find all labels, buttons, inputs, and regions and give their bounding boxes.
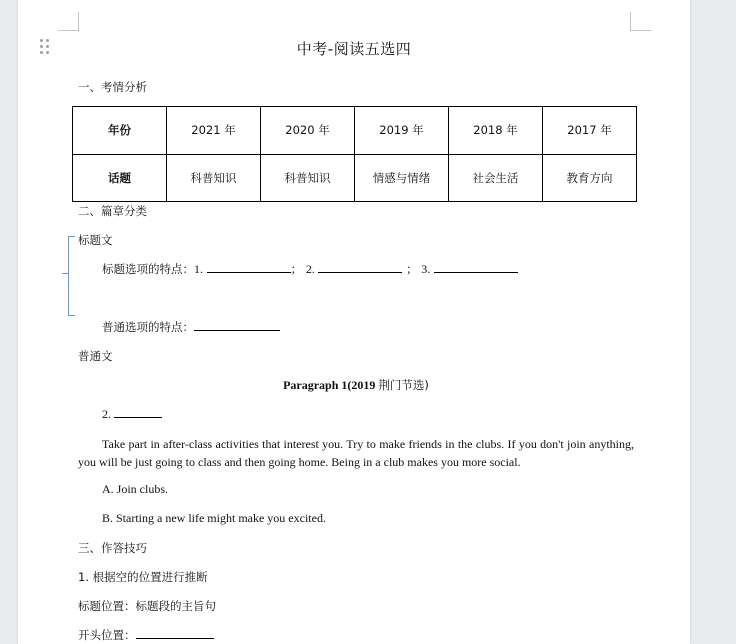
document-title: 中考-阅读五选四 [296,40,412,58]
reading-paragraph: Take part in after-class activities that interest you. Try to make friends in the clubs. If you don't join anything, you will be just going to class and then going home. Being in a club makes you more social. [78,437,634,469]
question-2 [102,406,162,422]
separator: ； [406,262,418,276]
exam-analysis-table [72,106,637,202]
tip-title-position: 标题位置：标题段的主旨句 [78,599,216,613]
paragraph-title [78,377,634,393]
page-corner-mark-top-left [58,12,79,31]
blank-number: 3. [421,262,431,276]
table-row-topics [73,154,637,202]
separator: ； [290,262,303,276]
normal-text-label: 普通文 [78,349,113,363]
table-cell: 2017 年 [543,107,637,155]
answer-blank[interactable] [207,261,291,273]
table-cell: 科普知识 [167,154,261,202]
bracket-annotation [68,236,75,316]
question-number: 2. [102,407,111,421]
table-cell: 2019 年 [355,107,449,155]
table-row-years [73,107,637,155]
section3-heading: 三、作答技巧 [78,541,147,555]
title-option-features [102,261,518,277]
option-b: B. Starting a new life might make you excited. [102,511,326,525]
table-cell: 2018 年 [449,107,543,155]
drag-handle-icon[interactable] [40,39,50,55]
table-cell: 教育方向 [543,154,637,202]
table-cell: 社会生活 [449,154,543,202]
paragraph-title-cn: 荆门节选) [378,378,429,392]
table-header-topic: 话题 [73,154,167,202]
tip-start-position [78,627,214,643]
option-a: A. Join clubs. [102,482,168,496]
page-corner-mark-top-right [630,12,651,31]
table-cell: 2021 年 [167,107,261,155]
table-cell: 情感与情绪 [355,154,449,202]
document-page [18,0,690,644]
title-option-features-label: 标题选项的特点： [102,262,194,276]
answer-blank[interactable] [318,261,402,273]
answer-blank[interactable] [114,406,162,418]
paragraph-title-en: Paragraph 1(2019 [283,378,379,392]
title-text-label: 标题文 [78,233,113,247]
normal-option-features-label: 普通选项的特点： [102,320,194,334]
answer-blank[interactable] [136,627,214,639]
blank-number: 1. [194,262,203,276]
table-cell: 科普知识 [261,154,355,202]
table-cell: 2020 年 [261,107,355,155]
bracket-annotation-tick [62,273,69,274]
answer-blank[interactable] [434,261,518,273]
answer-blank[interactable] [194,319,280,331]
section1-heading: 一、考情分析 [78,80,147,94]
normal-option-features [102,319,280,335]
table-header-year: 年份 [73,107,167,155]
section2-heading: 二、篇章分类 [78,204,147,218]
tip-start-position-label: 开头位置： [78,628,136,642]
tip-1: 1. 根据空的位置进行推断 [78,570,208,584]
blank-number: 2. [305,262,315,276]
